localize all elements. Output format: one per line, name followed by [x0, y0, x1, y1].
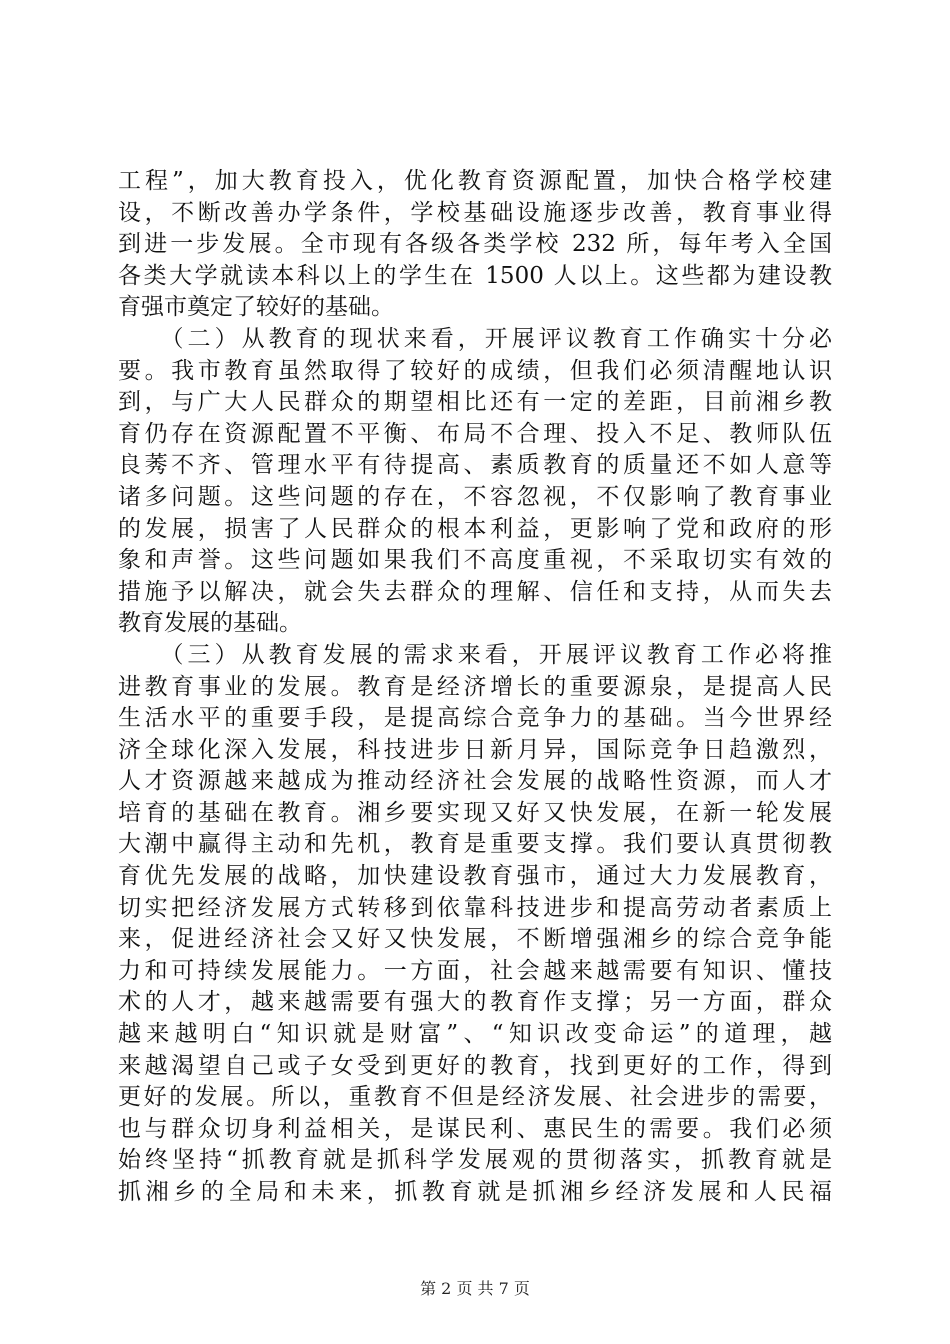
text-line: 诸多问题。这些问题的存在，不容忽视，不仅影响了教育事业: [118, 483, 832, 510]
text-line: 来，促进经济社会又好又快发展，不断增强湘乡的综合竞争能: [118, 926, 832, 953]
text-line: 设，不断改善办学条件，学校基础设施逐步改善，教育事业得: [118, 199, 832, 226]
text-line: 济全球化深入发展，科技进步日新月异，国际竞争日趋激烈，: [118, 736, 832, 763]
text-line: 的发展，损害了人民群众的根本利益，更影响了党和政府的形: [118, 515, 832, 542]
text-line: 教育发展的基础。: [118, 610, 302, 637]
text-line: 各类大学就读本科以上的学生在 1500 人以上。这些都为建设教: [118, 262, 832, 289]
text-line: （二）从教育的现状来看，开展评议教育工作确实十分必: [118, 325, 832, 352]
text-line: 育优先发展的战略，加快建设教育强市，通过大力发展教育，: [118, 863, 832, 890]
text-line: 育仍存在资源配置不平衡、布局不合理、投入不足、教师队伍: [118, 420, 832, 447]
text-line: 生活水平的重要手段，是提高综合竞争力的基础。当今世界经: [118, 705, 832, 732]
text-line: 来越渴望自己或子女受到更好的教育，找到更好的工作，得到: [118, 1052, 832, 1079]
text-line: 到，与广大人民群众的期望相比还有一定的差距，目前湘乡教: [118, 389, 832, 416]
text-line: 抓湘乡的全局和未来，抓教育就是抓湘乡经济发展和人民福: [118, 1179, 832, 1205]
text-line: 培育的基础在教育。湘乡要实现又好又快发展，在新一轮发展: [118, 799, 832, 826]
text-line: 进教育事业的发展。教育是经济增长的重要源泉，是提高人民: [118, 673, 832, 700]
text-line: 也与群众切身利益相关，是谋民利、惠民生的需要。我们必须: [118, 1115, 832, 1142]
text-line: 措施予以解决，就会失去群众的理解、信任和支持，从而失去: [118, 578, 832, 605]
text-line: 育强市奠定了较好的基础。: [118, 294, 394, 321]
text-line: 力和可持续发展能力。一方面，社会越来越需要有知识、懂技: [118, 957, 832, 984]
text-line: （三）从教育发展的需求来看，开展评议教育工作必将推: [118, 641, 832, 668]
text-line: 大潮中赢得主动和先机，教育是重要支撑。我们要认真贯彻教: [118, 831, 832, 858]
text-line: 更好的发展。所以，重教育不但是经济发展、社会进步的需要，: [118, 1084, 832, 1111]
text-line: 术的人才，越来越需要有强大的教育作支撑；另一方面，群众: [118, 989, 832, 1016]
text-line: 始终坚持“抓教育就是抓科学发展观的贯彻落实，抓教育就是: [118, 1147, 832, 1174]
text-line: 人才资源越来越成为推动经济社会发展的战略性资源，而人才: [118, 768, 832, 795]
body-text: [118, 166, 832, 1209]
text-line: 良莠不齐、管理水平有待提高、素质教育的质量还不如人意等: [118, 452, 832, 479]
text-line: 工程”，加大教育投入，优化教育资源配置，加快合格学校建: [118, 168, 832, 194]
page-footer: 第 2 页 共 7 页: [420, 1279, 530, 1298]
text-line: 要。我市教育虽然取得了较好的成绩，但我们必须清醒地认识: [118, 357, 832, 384]
text-line: 象和声誉。这些问题如果我们不高度重视，不采取切实有效的: [118, 547, 832, 574]
text-line: 到进一步发展。全市现有各级各类学校 232 所，每年考入全国: [118, 231, 832, 258]
text-line: 越来越明白“知识就是财富”、“知识改变命运”的道理，越: [118, 1021, 832, 1048]
text-line: 切实把经济发展方式转移到依靠科技进步和提高劳动者素质上: [118, 894, 832, 921]
